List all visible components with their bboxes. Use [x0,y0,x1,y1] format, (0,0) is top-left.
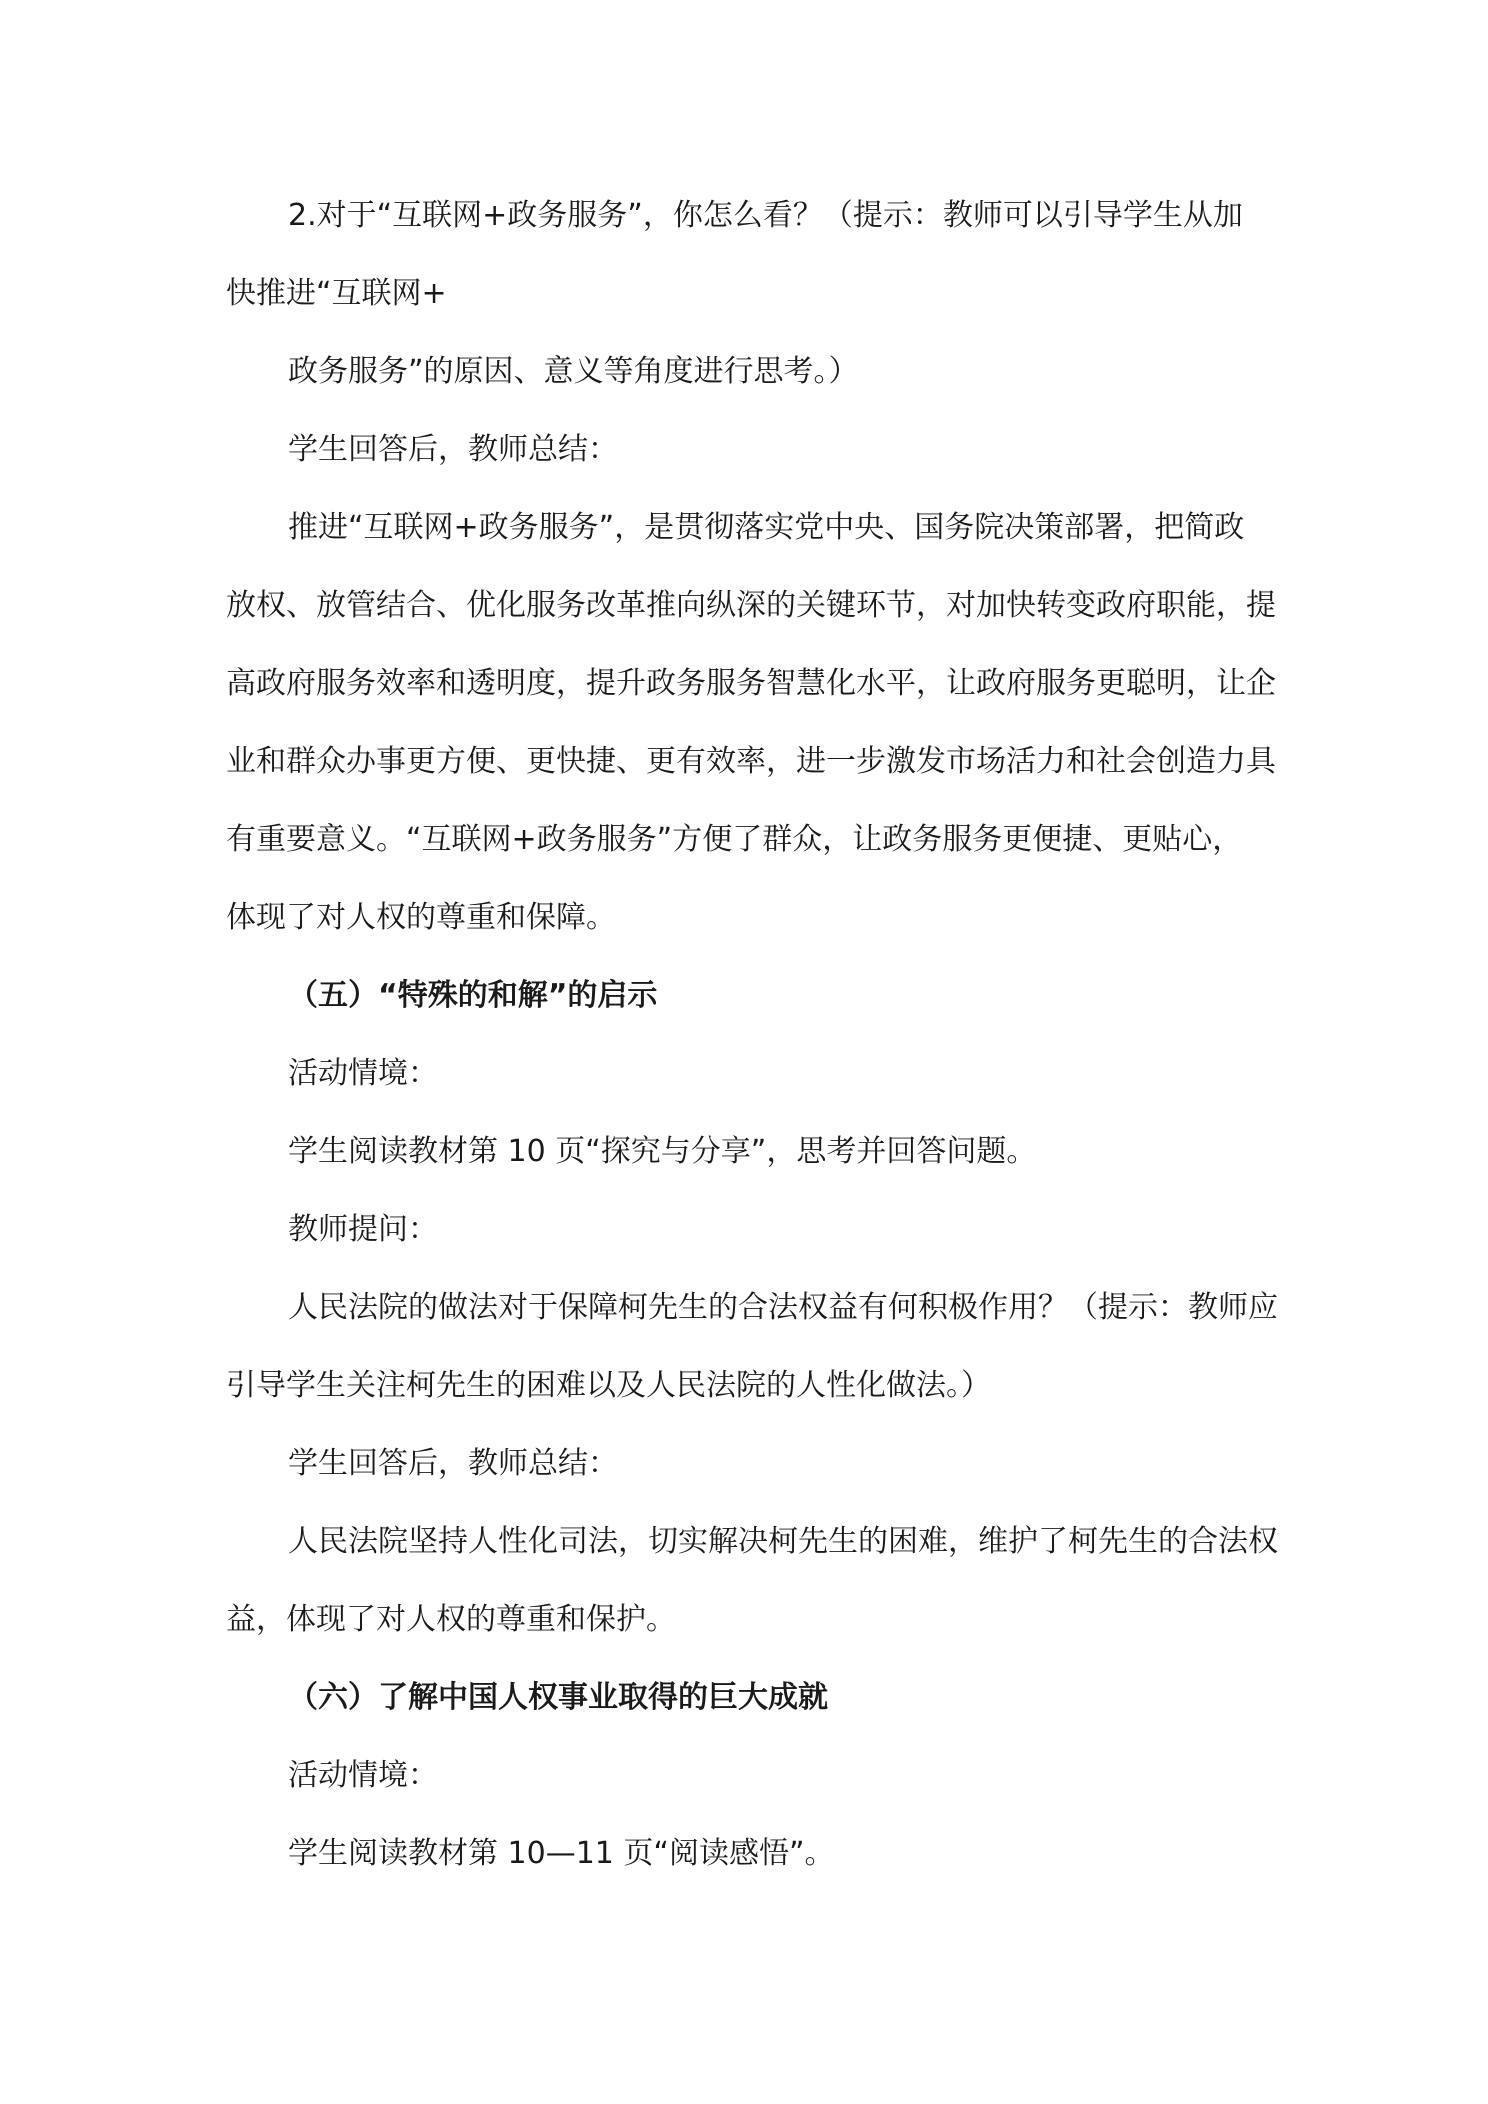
court-question-line-2: 引导学生关注柯先生的困难以及人民法院的人性化做法。） [226,1368,991,1403]
question-2-line-3: 政务服务”的原因、意义等角度进行思考。） [288,354,859,389]
court-summary-line-2: 益，体现了对人权的尊重和保护。 [226,1602,676,1637]
section-5-heading: （五）“特殊的和解”的启示 [288,978,658,1013]
summary-paragraph-line-3: 高政府服务效率和透明度，提升政务服务智慧化水平，让政府服务更聪明，让企 [226,666,1276,701]
question-2-line-2: 快推进“互联网+ [226,276,447,311]
teacher-question-label: 教师提问： [288,1212,438,1247]
summary-paragraph-line-2: 放权、放管结合、优化服务改革推向纵深的关键环节，对加快转变政府职能，提 [226,588,1276,623]
court-question-line-1: 人民法院的做法对于保障柯先生的合法权益有何积极作用？（提示：教师应 [288,1290,1278,1325]
activity-scenario-label: 活动情境： [288,1056,438,1091]
court-summary-line-1: 人民法院坚持人性化司法，切实解决柯先生的困难，维护了柯先生的合法权 [288,1524,1278,1559]
teacher-summary-label-2: 学生回答后，教师总结： [288,1446,618,1481]
summary-paragraph-line-6: 体现了对人权的尊重和保障。 [226,900,616,935]
reading-instruction-2: 学生阅读教材第 10—11 页“阅读感悟”。 [288,1836,835,1871]
teacher-summary-label: 学生回答后，教师总结： [288,432,618,467]
summary-paragraph-line-5: 有重要意义。“互联网+政务服务”方便了群众，让政务服务更便捷、更贴心， [226,822,1243,857]
activity-scenario-label-2: 活动情境： [288,1758,438,1793]
question-2-line-1: 2.对于“互联网+政务服务”，你怎么看？（提示：教师可以引导学生从加 [288,198,1243,233]
section-6-heading: （六）了解中国人权事业取得的巨大成就 [288,1680,828,1715]
reading-instruction: 学生阅读教材第 10 页“探究与分享”，思考并回答问题。 [288,1134,1037,1169]
summary-paragraph-line-4: 业和群众办事更方便、更快捷、更有效率，进一步激发市场活力和社会创造力具 [226,744,1276,779]
summary-paragraph-line-1: 推进“互联网+政务服务”，是贯彻落实党中央、国务院决策部署，把简政 [288,510,1245,545]
